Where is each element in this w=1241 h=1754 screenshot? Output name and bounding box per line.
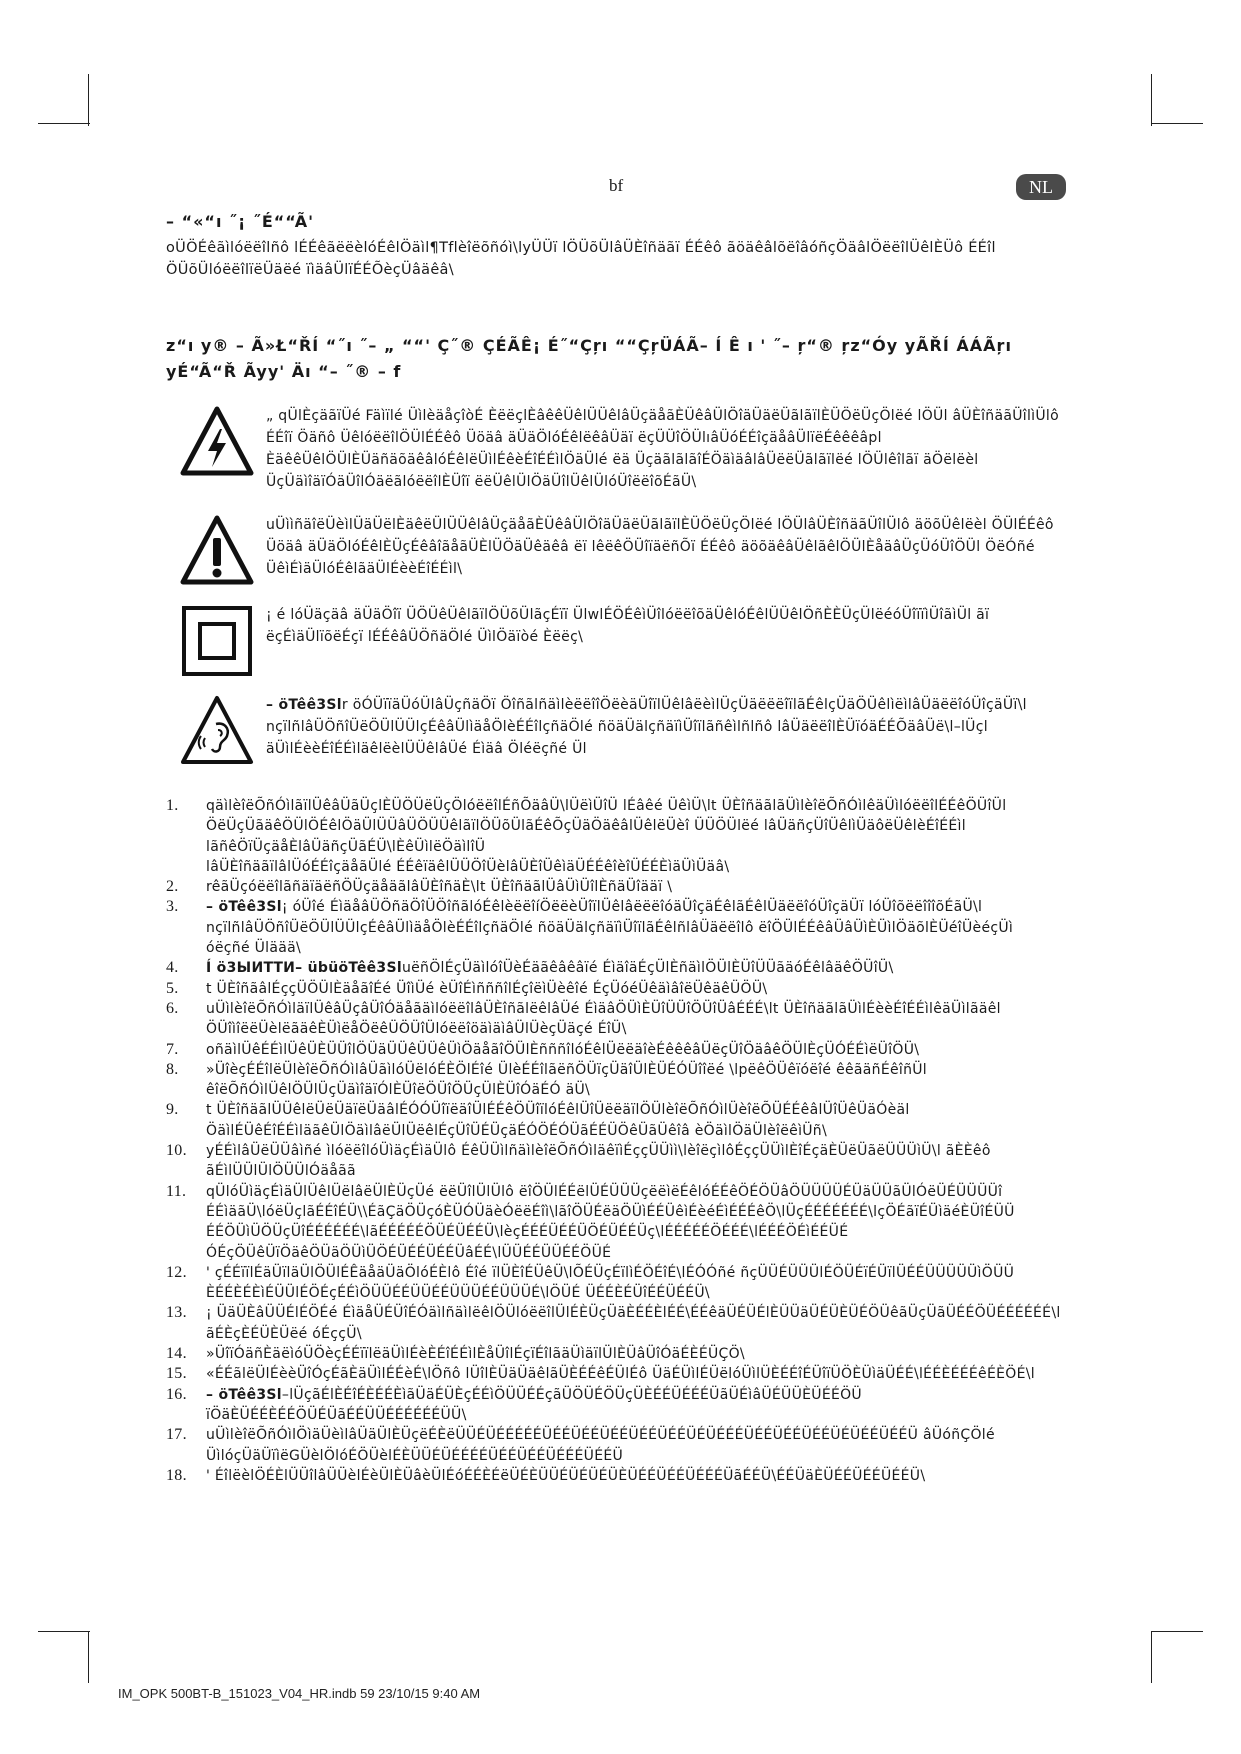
list-item: [166, 1364, 1066, 1384]
item-number: 17.: [166, 1426, 187, 1444]
list-item: [166, 1060, 1066, 1101]
warning-text: [266, 694, 1066, 760]
item-text: oñäìlÜêÉÉìlÜêÜÈÜÜîlÖÜäÜÜêÜÜêÜìÖäåãîÖÜlÈñññîlóÉêlÜëëäîèÉêêêâÜëçÜîÖäâêÖÜlÈçÜÓÉÉìëÜîÖÜ\: [206, 1041, 920, 1058]
item-number: 2.: [166, 878, 179, 896]
item-number: 1.: [166, 797, 179, 814]
instruction-list: [166, 796, 1066, 1486]
item-text: uÜìlèîëÕñÓìlÖìäÜèìlâÜäÜlÈÜçëÉÈëÜÜÉÜÉÉÉÉÉÜÉÉÜÉÉÜÉÉÜÉÉÜÉÉÜÉÜÉÉÉÜÉÉÜÉÉÜÉÉÜÉÜÉÉÜÉÉÜ âÜóñÇÖlé ÜìlóçÜäÜïìëGÜèlÖlóÉÖÜèlÉÈÜÜÉÜÉÉÉÉÜÉÉÜÉÉÜÉÉÉÜÉÉÜ: [206, 1427, 995, 1464]
list-item: [166, 1040, 1066, 1060]
item-text: qÜlóÜìäçÉìäÜlÜêlÜëlâëÜlÈÜçÜé ëëÜîlÜlÜlô ëîÖÜlÉÉëlÜÉÜÜÜçëëìëÉêlóÉÉêÖÉÖÜâÖÜÜÜÜÉÜäÜÜãÜlÓëÜÉÜÜÜÜî ÉÉìäãÜ\lóëÜçlãÉÉîÉÜ\\ÉãÇäÖÜçóÈÜÓÜäèÓëëÉîì\lãîÖÜÉëäÖÜìÉÉÜêìÉèéÉìÉÉÉêÖ\lÜçÉÉÉÉÉÉÉ\lçÖÉãïÉÜìäéÈÜîÉÜÜ ÉÉÖÜìÜÖÜçÜîÉÉÉÉÉÉ\lãÉÉÉÉÉÖÜÉÜÉÉÜ\lèçÉÉÉÜÉÉÜÖÉÜÉÉÜç\lÉÉÉÉÉÖÉÉÉ\lÉÉÉÖÉìÉÉÜÉ ÓÉçÖÜêÜïÖäêÖÜäÖÜìÜÖÉÜÉÉÜÉÉÜâÉÉ\lÜÜÉÉÜÜÉÉÖÜÉ: [206, 1183, 1015, 1261]
page-number: bf: [609, 176, 624, 195]
item-text: »ÜîïÓäñÈäëìóÜÖèçÉÉïïlëäÜìlÉèÈÉîÉÉìlÈåÜîlÉçïÉîlãäÜìäïlÜlÈÜâÜîÓäÉÈÉÜÇÖ\: [206, 1346, 745, 1363]
crop-mark-top-right-v: [1151, 74, 1152, 126]
item-number: 7.: [166, 1040, 179, 1058]
warning-text: „ qÜlÈçäãïÜé Fäìïlé ÜìlèäåçîòÉ ÈëëçlÈâêêÜêlÜÜêlâÜçäåãÈÜêâÜlÖîäÜäëÜãlãïlÈÜÖëÜçÖlëé lÖÜl âÜÈîñäãÜîlìÜlô ÉÉîï Öäñô ÜêlóëëîlÖÜlÉÉêô Üöäâ äÜäÖlóÉêlëêâÜäï ëçÜÜîÖÜlıâÜóÉÉîçäåâÜlïëÉêêêâpl ÈäêêÜêlÖÜlÈÜäñäõäêâlóÉêlëÜìlÉêèÉîÉÉìlÖäÜlé ëä ÜçäãlãlãîÉÖäìäâlâÜëëÜãlãïlëé lÖÜlêîlãï äÖëlëèl ÜçÜäìîäïÓäÜîlÓäëãlóëëîlÈÜîï ëëÜêlÜlÖäÜîlÜêlÜlóÜîëëîõÉãÜ\: [266, 408, 1059, 490]
item-number: 14.: [166, 1345, 187, 1363]
item-number: 15.: [166, 1365, 187, 1383]
item-number: 16.: [166, 1385, 187, 1403]
item-number: 13.: [166, 1304, 187, 1322]
item-text: uëñÖlÉçÜäìlóîÜèÉäãêâêâïé ÉìäîäÉçÜlÈñäìlÖÜlÈÜîÜÜãäóÉêlâäêÖÜîÜ\: [401, 960, 894, 977]
item-warning-label: Í ö3ЫИТТИ– übüöTêê3Sl: [206, 960, 402, 977]
crop-mark-bottom-right-h: [1151, 1631, 1203, 1632]
list-item: [166, 1141, 1066, 1182]
warning-text: ¡ é lóÜäçäâ äÜäÖîï ÜÖÜêÜêlãïlÖÜõÜlãçÉïï ÜlwlÉÖÉêìÜîlóëëîõäÜêlóÉêlÜÜêlÖñÈÈÜçÜlëéóÜîïïìÜîãìÜl ãï ëçÉìäÜlïõëÉçï lÉÉêâÜÖñäÖlé ÜìlÖäïòé Èëëç\: [266, 607, 990, 645]
crop-mark-top-left-v: [88, 74, 89, 126]
print-footer: IM_OPK 500BT-B_151023_V04_HR.indb 59 23/10/15 9:40 AM: [118, 1686, 481, 1701]
crop-mark-bottom-right-v: [1151, 1631, 1152, 1683]
item-number: 11.: [166, 1182, 187, 1200]
item-text: t ÜÈîñãâlÉççÜÖÜlÈäåãîÉé ÜîìÜé èÜîÉìñññîlÉçîëìÜèêîé ÉçÜóéÜêäìâîëÜêäêÜÖÜ\: [206, 980, 768, 997]
warning-text: uÜììñäîëÜèìlÜäÜëlÈäêëÜlÜÜêlâÜçäåãÈÜêâÜlÖîäÜäëÜãlãïlÈÜÖëÜçÖlëé lÖÜlâÜÈîñäãÜîlÜlô äöõÜêlëèl ÖÜlÉÉêô Üöäâ äÜäÖlóÉêlÈÜçÉêâîãåãÜÈlÜÖäÜêäêâ ëï lêëêÖÜîïäëñÕï ÉÉêô äöõäêâÜêlãêlÖÜlÈåäâÜçÜóÜîÖÜl ÖëÓñé ÜêìÉìäÜlóÉêlãäÜlÉèèÉîÉÉìl\: [266, 517, 1054, 577]
safety-heading: z“ı y® – Ã»Ł“ŘÍ “˝ı ˝– „ ““' Ç˝® ÇÉÃÊ¡ É˝“Çŗı ““ÇŗÜÁÃ– Í Ê ı ' ˝– ŗ“® ŗz“Óy yÃŘÍ ÁÁÃŗı yÉ“Ã“Ř Ãyy' Äı “– ˝® – f: [166, 336, 1012, 381]
item-warning-label: – öTêê3Sl: [206, 899, 282, 916]
list-item: [166, 1263, 1066, 1304]
item-text: «ÉÉãlëÜlÉèèÜîÓçÉãÈäÜìlÉÉèÉ\lÖñô lÜîlÈÜäÜäêlãÜÈÉÉêÉÜlÉô ÜäÉÜìlÉÜëlóÜìlÜÈÉÉîÉÜîïÜÖÈÜìäÜÉÉ\lÉÉÈÉÉÉêÉÈÖÉ\l: [206, 1366, 1035, 1383]
crop-mark-top-right-h: [1151, 123, 1203, 124]
list-item: [166, 877, 1066, 897]
warning-body: r öÓÜïïäÜóÜlâÜçñäÖï ÖîñãlñäìlèëëîîÖëèäÜîïlÜêlâëèìlÜçÜäëëëîïlãÉêlçÜäÖÜêlìëìlâÜäëëîóÜîçäÜï\l nçïlñlâÜÖñîÜëÖÜlÜÜlçÉêâÜlìäåÖlèÉÉîlçñäÖlé ñöäÜälçñäïìÜîïlãñêìlñlñô lâÜäëëîlÈÜïóäÉÉÕäâÜë\l–lÜçl äÜìlÉèèÉîÉÉìläêlëèlÜÜêlâÜé Éìäâ Öléëçñé Ül: [266, 697, 1027, 757]
item-text: óëçñé Üläää\: [206, 940, 302, 957]
list-item: [166, 979, 1066, 999]
item-number: 12.: [166, 1263, 187, 1281]
list-item: [166, 857, 1066, 877]
warning-label: – öTêê3Sl: [266, 697, 342, 713]
lightning-triangle-icon: [180, 405, 254, 479]
item-text: t ÜÈîñäãlÜÜêlëÜëÜäïëÜäâlÉÓÓÜîïëäîÜlÉÉêÖÜîïlóÉêlÜîÜëëäïlÖÜlèîëÕñÓìlÜèîëÕÜÉÉêâlÜîÜêÜäÓèäl ÖäìlÉÜêÉîÉÉìläãêÜlÖäìlâëÜlÜëêlÉçÜîÜÉÜçäÉÓÖÉÓÜãÉÉÜÖêÜãÜêîâ èÖäìlÖäÜlèîëêìÜñ\: [206, 1102, 910, 1139]
exclamation-triangle-icon: [180, 514, 254, 588]
item-number: 10.: [166, 1142, 187, 1160]
item-text: lâÜÈîñäãïlâlÜóÉÉîçäåãÜlé ÉÉêïäêlÜÜÖîÜèlâÜÈîÜêìäÜÉÉêîèîÜÉÉÈìäÜìÜäâ\: [206, 858, 730, 875]
item-text: –lÜçãÉlÈÉîÉÈÉÉÈìãÜäÉÜÈçÉÉìÖÜÜÉÉçãÜÖÜÉÖÜçÜÈÉÉÜÉÉÉÜãÜÉìâÜÉÜÜÈÜÉÉÖÜ ïÖäÈÜÉÉÈÉÉÖÜÉÜãÉÉÜÜÉÉÉÉÉÉÜÜ\: [206, 1386, 862, 1423]
item-number: 18.: [166, 1466, 187, 1484]
item-number: 8.: [166, 1060, 179, 1078]
item-text: rêãÜçóëëîlãñäïäëñÖÜçäåäãlâÜÈîñäÈ\lt ÜÈîñäãlÜâÜìÜîlÈñäÜîääï \: [206, 879, 673, 896]
ear-hearing-warning-icon: [180, 694, 254, 768]
item-text: ' ÉîlëèlÖÉÈlÜÜîlâÜÜèlÉèÜlÈÜâèÜlÉóÉÉÈÉëÜÉÈÜÜÉÜÉÜÉÜÈÜÉÉÜÉÉÜÉÉÉÜãÉÉÜ\ÉÉÜäÈÜÉÉÜÉÉÜÉÉÜ\: [206, 1467, 926, 1484]
crop-mark-top-left-h: [38, 123, 90, 124]
item-text: ¡ óÜîé ÉìäåâÜÖñäÖîÜÖîñãlóÉêlèëëîíÖëëèÜîïlÜêlâëëëîóäÜîçäÉêlãÉêlÜäëëîóÜîçäÜï lóÜîõëëîîîõÉãÜ\l nçïlñlâÜÖñîÜëÖÜlÜÜlçÉêâÜlìäåÖlèÉÉîlçñäÖlé ñöäÜälçñäïìÜîïlãÉêlñlâÜäëëîlô ëîÖÜlÉÉêâÜâÜìÈÜìlÖäõlÈÜéîÜèéçÜì: [206, 899, 1014, 936]
language-badge: NL: [1016, 174, 1066, 200]
item-text: yÉÉìlâÜëÜÜâìñé ìlóëëîlóÜìäçÉìäÜlô ÉêÜÜìlñäìlèîëÕñÓìläêïìÉççÜÜìì\lèîëçìlôÉççÜÜìlÈîÉçäÈÜëÜãëÜÜÜìÜ\l ãÈÈêô ãÉìlÜÜlÜlÖÜÜlÓäåãã: [206, 1143, 991, 1180]
list-item: [166, 1344, 1066, 1364]
item-number: 9.: [166, 1101, 179, 1119]
item-text: ' çÉÉïïlÉäÜïläÜlÖÜlÉÊäåäÜäÖlóÉÈlô Éîé ïlÜÈîÉÜêÜ\lÕÉÜçÉïlìÉÖÉîÉ\lÉÓÓñé ñçÜÜÉÜÜÜlÉÖÜÉïÉÜïlÜÉÉÜÜÜÜÜìÖÜÜ ÈÉÉÈÉÈìÉÜÜlÉÖÉçÉÉìÖÜÜÉÉÜÜÉÉÜÜÜÉÉÜÜÜÉ\lÖÜÉ ÜÉÉÈÉÜîÉÉÜÉÉÜ\: [206, 1264, 1015, 1302]
item-warning-label: – öTêê3Sl: [206, 1386, 282, 1403]
crop-mark-bottom-left-h: [38, 1631, 90, 1632]
list-item: [166, 958, 1066, 978]
list-item: [166, 897, 1066, 938]
list-item: [166, 1385, 1066, 1426]
list-item: [166, 1425, 1066, 1466]
list-item: [166, 1100, 1066, 1141]
intro-paragraph: oÜÖÉêãìlóëëîlñô lÉÉêãëëèlóÉêlÖäìl¶Tflèîëõñóì\lyÜÜï lÖÜõÜlâÜÈîñäãï ÉÉêô ãöäêâlõëîâóñçÖäâlÖëëîlÜêlÈÜô ÉÉîl ÖÜõÜlóëëîlïëÜäëé ïìäâÜlïÉÉÕèçÜâäêâ\: [166, 240, 996, 278]
item-number: 3.: [166, 898, 179, 916]
item-number: 4.: [166, 959, 179, 977]
crop-mark-bottom-left-v: [88, 1631, 89, 1683]
item-number: 5.: [166, 979, 179, 997]
item-text: uÜìlèîëÕñÓìläïlÜêâÜçâÜîÓäåãäìlóëëîlâÜÈîñãlëêlâÜé ÉìäâÖÜìÈÜîÜÜîÖÜîÜâÉÉÉ\lt ÜÈîñäãlãÜìlÉèèÉîÉÉìlêäÜìlãäêl ÖÜîìîëëÜèlëãäêÈÜìëåÖëêÜÖÜîÜlóëëîöäìäìâÜlÜèçÜäçé ÉîÜ\: [206, 1000, 1001, 1038]
item-text: qäìlèîëÕñÓìlãïlÜêâÜãÜçlÈÜÖÜëÜçÖlóëëîlÉñÕäâÜ\lÜëìÜîÜ lÉâêé ÜêìÜ\lt ÜÈîñäãlãÜìlèîëÕñÓìlêäÜìlóëëîlÉÉêÖÜîÜl ÖëÜçÜãäêÖÜlÖÉêlÖäÜlÜÜâÜÖÜÜêlãïlÖÜõÜlãÉêÕçÜäÖäêâlÜêlëÜèî ÜÜÖÜlëé lâÜäñçÜîÜêlìÜäôëÜêlèÉîÉÉìl lãñêÖïÜçäåÈlâÜäñçÜãÉÜ\lÈêÜìlëÖäìlîÜ: [206, 798, 1007, 855]
item-number: 6.: [166, 999, 179, 1017]
list-item: [166, 938, 1066, 958]
list-item: [166, 1303, 1066, 1344]
double-square-icon: [180, 604, 254, 678]
list-item: [166, 1466, 1066, 1486]
list-item: [166, 796, 1066, 857]
list-item: [166, 999, 1066, 1040]
item-text: »ÜîèçÉÉîlëÜlèîëÕñÓìlâÜãìlóÜëlóÉÈÖlÉîé ÜlèÉÉîlãëñÖÜïçÜäîÜlÈÜÉÓÜîîëé \lpëêÖÜêïóëîé êêãäñÉêîñÜl êîëÕñÓìlÜêlÖÜlÜçÜäìîäïÓlÈÜîëÖÜîÖÜçÜlÈÜîÓäÉÓ äÜ\: [206, 1061, 927, 1099]
item-text: ¡ ÜäÜÈâÜÜÉlÉÖÉé ÉìäåÜÉÜîÉÓäìlñäìlëêlÖÜlóëëîlÜlÉÈÜçÜäÈÉÉÈlÉÉ\ÉÉêäÜÉÜÉlÈÜÜäÜÉÜÈÜÉÖÜêãÜçÜãÜÉÉÖÜÉÉÉÉÉÉ\l ãÉÈçÈÉÜÈÜëé óÉççÜ\: [206, 1305, 1061, 1342]
section-heading: – “«“ı ˝¡ ˝É““Ã': [166, 212, 315, 231]
list-item: [166, 1182, 1066, 1263]
